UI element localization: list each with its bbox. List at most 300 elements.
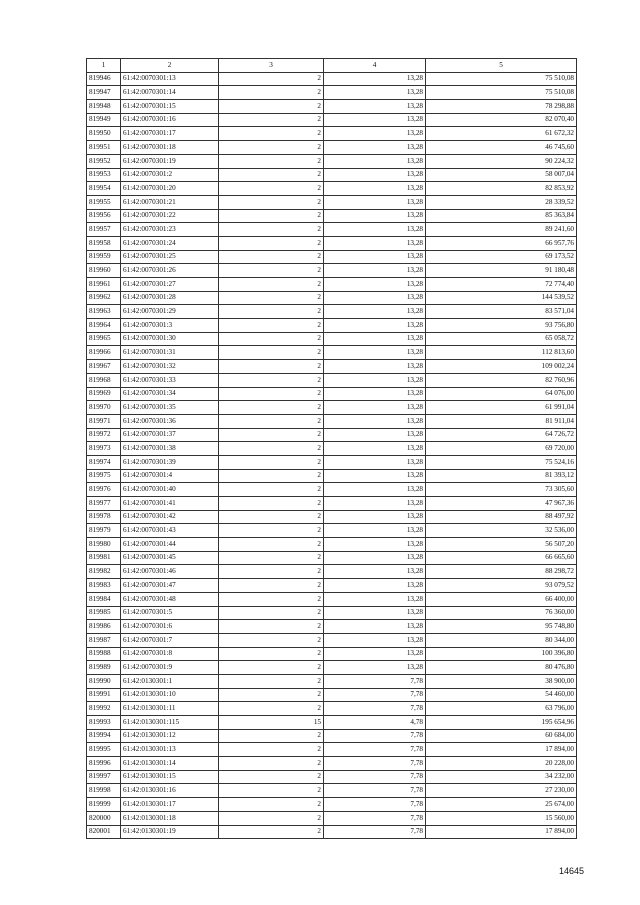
col-5-value-cell: 64 076,00 — [426, 387, 577, 401]
row-number-cell: 819967 — [87, 360, 121, 374]
col-5-value-cell: 83 571,04 — [426, 305, 577, 319]
cadastral-number-cell: 61:42:0130301:10 — [121, 688, 219, 702]
col-4-value-cell: 13,28 — [324, 442, 426, 456]
col-4-value-cell: 13,28 — [324, 469, 426, 483]
cadastral-number-cell: 61:42:0070301:36 — [121, 414, 219, 428]
col-5-value-cell: 93 756,80 — [426, 319, 577, 333]
col-5-value-cell: 66 400,00 — [426, 592, 577, 606]
table-row — [87, 729, 577, 743]
col-5-value-cell: 88 298,72 — [426, 565, 577, 579]
row-number-cell: 819963 — [87, 305, 121, 319]
cadastral-number-cell: 61:42:0070301:42 — [121, 510, 219, 524]
col-3-value-cell: 2 — [219, 168, 324, 182]
table-row — [87, 661, 577, 675]
cadastral-number-cell: 61:42:0130301:19 — [121, 825, 219, 839]
col-3-value-cell: 2 — [219, 332, 324, 346]
col-4-value-cell: 7,78 — [324, 729, 426, 743]
col-4-value-cell: 13,28 — [324, 305, 426, 319]
table-row — [87, 825, 577, 839]
column-header-5: 5 — [426, 59, 577, 73]
cadastral-number-cell: 61:42:0070301:30 — [121, 332, 219, 346]
column-header-2: 2 — [121, 59, 219, 73]
col-5-value-cell: 144 539,52 — [426, 291, 577, 305]
row-number-cell: 819990 — [87, 674, 121, 688]
col-5-value-cell: 75 510,08 — [426, 86, 577, 100]
col-3-value-cell: 2 — [219, 798, 324, 812]
col-5-value-cell: 82 760,96 — [426, 373, 577, 387]
col-3-value-cell: 2 — [219, 592, 324, 606]
col-3-value-cell: 2 — [219, 387, 324, 401]
cadastral-number-cell: 61:42:0070301:20 — [121, 182, 219, 196]
table-row — [87, 592, 577, 606]
col-4-value-cell: 7,78 — [324, 688, 426, 702]
table-row — [87, 195, 577, 209]
col-4-value-cell: 13,28 — [324, 223, 426, 237]
table-row — [87, 620, 577, 634]
col-3-value-cell: 2 — [219, 647, 324, 661]
row-number-cell: 819984 — [87, 592, 121, 606]
cadastral-number-cell: 61:42:0070301:27 — [121, 278, 219, 292]
table-row — [87, 305, 577, 319]
col-5-value-cell: 56 507,20 — [426, 538, 577, 552]
table-row — [87, 332, 577, 346]
cadastral-number-cell: 61:42:0130301:1 — [121, 674, 219, 688]
col-3-value-cell: 2 — [219, 551, 324, 565]
col-4-value-cell: 13,28 — [324, 633, 426, 647]
col-4-value-cell: 13,28 — [324, 113, 426, 127]
col-4-value-cell: 13,28 — [324, 264, 426, 278]
col-5-value-cell: 109 002,24 — [426, 360, 577, 374]
table-row — [87, 86, 577, 100]
col-5-value-cell: 17 894,00 — [426, 743, 577, 757]
col-4-value-cell: 13,28 — [324, 154, 426, 168]
col-5-value-cell: 58 007,04 — [426, 168, 577, 182]
col-3-value-cell: 2 — [219, 524, 324, 538]
col-3-value-cell: 2 — [219, 195, 324, 209]
col-5-value-cell: 61 672,32 — [426, 127, 577, 141]
col-5-value-cell: 80 344,00 — [426, 633, 577, 647]
col-4-value-cell: 13,28 — [324, 538, 426, 552]
table-body — [87, 72, 577, 839]
cadastral-number-cell: 61:42:0070301:45 — [121, 551, 219, 565]
col-4-value-cell: 13,28 — [324, 455, 426, 469]
col-4-value-cell: 13,28 — [324, 647, 426, 661]
cadastral-number-cell: 61:42:0070301:34 — [121, 387, 219, 401]
col-3-value-cell: 2 — [219, 633, 324, 647]
col-3-value-cell: 2 — [219, 305, 324, 319]
cadastral-number-cell: 61:42:0070301:5 — [121, 606, 219, 620]
col-5-value-cell: 64 726,72 — [426, 428, 577, 442]
table-row — [87, 291, 577, 305]
cadastral-number-cell: 61:42:0130301:11 — [121, 702, 219, 716]
cadastral-number-cell: 61:42:0070301:41 — [121, 497, 219, 511]
col-4-value-cell: 13,28 — [324, 579, 426, 593]
col-4-value-cell: 13,28 — [324, 332, 426, 346]
table-row — [87, 264, 577, 278]
table-row — [87, 360, 577, 374]
table-row — [87, 784, 577, 798]
col-3-value-cell: 2 — [219, 497, 324, 511]
col-4-value-cell: 7,78 — [324, 770, 426, 784]
table-row — [87, 770, 577, 784]
cadastral-number-cell: 61:42:0070301:38 — [121, 442, 219, 456]
col-3-value-cell: 2 — [219, 442, 324, 456]
table-row — [87, 579, 577, 593]
col-4-value-cell: 13,28 — [324, 524, 426, 538]
col-5-value-cell: 82 070,40 — [426, 113, 577, 127]
column-header-1: 1 — [87, 59, 121, 73]
row-number-cell: 819994 — [87, 729, 121, 743]
col-3-value-cell: 15 — [219, 716, 324, 730]
cadastral-number-cell: 61:42:0130301:115 — [121, 716, 219, 730]
table-row — [87, 455, 577, 469]
table-row — [87, 442, 577, 456]
cadastral-number-cell: 61:42:0130301:16 — [121, 784, 219, 798]
col-3-value-cell: 2 — [219, 373, 324, 387]
col-4-value-cell: 13,28 — [324, 278, 426, 292]
table-row — [87, 154, 577, 168]
col-5-value-cell: 61 991,04 — [426, 401, 577, 415]
table-row — [87, 250, 577, 264]
row-number-cell: 819987 — [87, 633, 121, 647]
table-row — [87, 702, 577, 716]
row-number-cell: 819965 — [87, 332, 121, 346]
col-5-value-cell: 32 536,00 — [426, 524, 577, 538]
row-number-cell: 819958 — [87, 236, 121, 250]
row-number-cell: 819954 — [87, 182, 121, 196]
table-row — [87, 401, 577, 415]
col-3-value-cell: 2 — [219, 278, 324, 292]
col-4-value-cell: 7,78 — [324, 784, 426, 798]
table-row — [87, 100, 577, 114]
row-number-cell: 819977 — [87, 497, 121, 511]
col-5-value-cell: 89 241,60 — [426, 223, 577, 237]
col-5-value-cell: 63 796,00 — [426, 702, 577, 716]
row-number-cell: 819955 — [87, 195, 121, 209]
cadastral-number-cell: 61:42:0070301:44 — [121, 538, 219, 552]
col-4-value-cell: 13,28 — [324, 661, 426, 675]
col-3-value-cell: 2 — [219, 264, 324, 278]
col-4-value-cell: 13,28 — [324, 195, 426, 209]
col-3-value-cell: 2 — [219, 661, 324, 675]
table-row — [87, 811, 577, 825]
row-number-cell: 820000 — [87, 811, 121, 825]
row-number-cell: 819988 — [87, 647, 121, 661]
row-number-cell: 819951 — [87, 141, 121, 155]
row-number-cell: 819992 — [87, 702, 121, 716]
col-3-value-cell: 2 — [219, 250, 324, 264]
col-5-value-cell: 54 460,00 — [426, 688, 577, 702]
col-3-value-cell: 2 — [219, 825, 324, 839]
data-table — [86, 58, 577, 839]
col-5-value-cell: 90 224,32 — [426, 154, 577, 168]
col-4-value-cell: 7,78 — [324, 743, 426, 757]
col-4-value-cell: 7,78 — [324, 702, 426, 716]
col-4-value-cell: 13,28 — [324, 510, 426, 524]
row-number-cell: 819949 — [87, 113, 121, 127]
table-row — [87, 538, 577, 552]
row-number-cell: 819947 — [87, 86, 121, 100]
col-3-value-cell: 2 — [219, 811, 324, 825]
row-number-cell: 819996 — [87, 757, 121, 771]
cadastral-number-cell: 61:42:0070301:35 — [121, 401, 219, 415]
row-number-cell: 819976 — [87, 483, 121, 497]
row-number-cell: 819964 — [87, 319, 121, 333]
table-row — [87, 524, 577, 538]
col-3-value-cell: 2 — [219, 236, 324, 250]
row-number-cell: 819957 — [87, 223, 121, 237]
page-number: 14645 — [558, 866, 584, 876]
col-3-value-cell: 2 — [219, 510, 324, 524]
col-3-value-cell: 2 — [219, 100, 324, 114]
cadastral-number-cell: 61:42:0070301:15 — [121, 100, 219, 114]
cadastral-number-cell: 61:42:0130301:14 — [121, 757, 219, 771]
table-row — [87, 209, 577, 223]
col-4-value-cell: 13,28 — [324, 141, 426, 155]
col-3-value-cell: 2 — [219, 113, 324, 127]
col-4-value-cell: 13,28 — [324, 606, 426, 620]
col-3-value-cell: 2 — [219, 455, 324, 469]
col-3-value-cell: 2 — [219, 72, 324, 86]
row-number-cell: 819993 — [87, 716, 121, 730]
table-row — [87, 127, 577, 141]
row-number-cell: 819968 — [87, 373, 121, 387]
col-5-value-cell: 28 339,52 — [426, 195, 577, 209]
table-row — [87, 387, 577, 401]
col-3-value-cell: 2 — [219, 428, 324, 442]
col-4-value-cell: 13,28 — [324, 401, 426, 415]
col-3-value-cell: 2 — [219, 674, 324, 688]
table-row — [87, 373, 577, 387]
cadastral-number-cell: 61:42:0070301:18 — [121, 141, 219, 155]
cadastral-number-cell: 61:42:0070301:13 — [121, 72, 219, 86]
col-3-value-cell: 2 — [219, 469, 324, 483]
table-row — [87, 428, 577, 442]
cadastral-number-cell: 61:42:0070301:43 — [121, 524, 219, 538]
col-4-value-cell: 7,78 — [324, 811, 426, 825]
col-4-value-cell: 13,28 — [324, 168, 426, 182]
cadastral-number-cell: 61:42:0070301:24 — [121, 236, 219, 250]
col-4-value-cell: 13,28 — [324, 319, 426, 333]
column-header-3: 3 — [219, 59, 324, 73]
table-row — [87, 319, 577, 333]
row-number-cell: 819999 — [87, 798, 121, 812]
col-4-value-cell: 13,28 — [324, 127, 426, 141]
col-3-value-cell: 2 — [219, 154, 324, 168]
col-5-value-cell: 65 058,72 — [426, 332, 577, 346]
col-3-value-cell: 2 — [219, 223, 324, 237]
col-4-value-cell: 13,28 — [324, 620, 426, 634]
row-number-cell: 819966 — [87, 346, 121, 360]
col-3-value-cell: 2 — [219, 414, 324, 428]
table-row — [87, 757, 577, 771]
col-3-value-cell: 2 — [219, 538, 324, 552]
col-4-value-cell: 13,28 — [324, 428, 426, 442]
row-number-cell: 819974 — [87, 455, 121, 469]
row-number-cell: 819948 — [87, 100, 121, 114]
col-3-value-cell: 2 — [219, 757, 324, 771]
col-4-value-cell: 13,28 — [324, 250, 426, 264]
col-5-value-cell: 69 720,00 — [426, 442, 577, 456]
row-number-cell: 819952 — [87, 154, 121, 168]
cadastral-number-cell: 61:42:0070301:6 — [121, 620, 219, 634]
cadastral-number-cell: 61:42:0070301:17 — [121, 127, 219, 141]
col-5-value-cell: 27 230,00 — [426, 784, 577, 798]
cadastral-number-cell: 61:42:0070301:46 — [121, 565, 219, 579]
column-header-4: 4 — [324, 59, 426, 73]
cadastral-number-cell: 61:42:0070301:40 — [121, 483, 219, 497]
row-number-cell: 819960 — [87, 264, 121, 278]
col-5-value-cell: 76 360,00 — [426, 606, 577, 620]
col-3-value-cell: 2 — [219, 401, 324, 415]
col-5-value-cell: 25 674,00 — [426, 798, 577, 812]
cadastral-number-cell: 61:42:0070301:16 — [121, 113, 219, 127]
col-3-value-cell: 2 — [219, 702, 324, 716]
col-4-value-cell: 4,78 — [324, 716, 426, 730]
row-number-cell: 819953 — [87, 168, 121, 182]
col-3-value-cell: 2 — [219, 127, 324, 141]
col-5-value-cell: 73 305,60 — [426, 483, 577, 497]
col-3-value-cell: 2 — [219, 729, 324, 743]
cadastral-number-cell: 61:42:0070301:7 — [121, 633, 219, 647]
row-number-cell: 819986 — [87, 620, 121, 634]
table-row — [87, 688, 577, 702]
col-4-value-cell: 13,28 — [324, 360, 426, 374]
table-row — [87, 469, 577, 483]
col-5-value-cell: 15 560,00 — [426, 811, 577, 825]
cadastral-number-cell: 61:42:0070301:47 — [121, 579, 219, 593]
col-3-value-cell: 2 — [219, 182, 324, 196]
col-3-value-cell: 2 — [219, 606, 324, 620]
col-5-value-cell: 88 497,92 — [426, 510, 577, 524]
row-number-cell: 819959 — [87, 250, 121, 264]
row-number-cell: 819998 — [87, 784, 121, 798]
col-4-value-cell: 7,78 — [324, 674, 426, 688]
row-number-cell: 819970 — [87, 401, 121, 415]
cadastral-number-cell: 61:42:0070301:39 — [121, 455, 219, 469]
cadastral-number-cell: 61:42:0130301:18 — [121, 811, 219, 825]
col-4-value-cell: 13,28 — [324, 387, 426, 401]
row-number-cell: 819975 — [87, 469, 121, 483]
row-number-cell: 819962 — [87, 291, 121, 305]
table-row — [87, 113, 577, 127]
col-5-value-cell: 81 911,04 — [426, 414, 577, 428]
table-row — [87, 182, 577, 196]
table-header-row — [87, 59, 577, 73]
cadastral-number-cell: 61:42:0070301:3 — [121, 319, 219, 333]
col-5-value-cell: 47 967,36 — [426, 497, 577, 511]
table-row — [87, 223, 577, 237]
row-number-cell: 819971 — [87, 414, 121, 428]
col-4-value-cell: 13,28 — [324, 414, 426, 428]
col-5-value-cell: 91 180,48 — [426, 264, 577, 278]
col-3-value-cell: 2 — [219, 565, 324, 579]
col-3-value-cell: 2 — [219, 743, 324, 757]
table-row — [87, 278, 577, 292]
table-row — [87, 633, 577, 647]
row-number-cell: 819997 — [87, 770, 121, 784]
col-5-value-cell: 20 228,00 — [426, 757, 577, 771]
row-number-cell: 819950 — [87, 127, 121, 141]
col-5-value-cell: 85 363,84 — [426, 209, 577, 223]
col-4-value-cell: 13,28 — [324, 236, 426, 250]
col-3-value-cell: 2 — [219, 86, 324, 100]
cadastral-number-cell: 61:42:0070301:37 — [121, 428, 219, 442]
row-number-cell: 819982 — [87, 565, 121, 579]
col-5-value-cell: 82 853,92 — [426, 182, 577, 196]
col-3-value-cell: 2 — [219, 319, 324, 333]
cadastral-number-cell: 61:42:0070301:22 — [121, 209, 219, 223]
table-row — [87, 716, 577, 730]
row-number-cell: 819985 — [87, 606, 121, 620]
col-3-value-cell: 2 — [219, 346, 324, 360]
row-number-cell: 819969 — [87, 387, 121, 401]
col-5-value-cell: 66 665,60 — [426, 551, 577, 565]
cadastral-number-cell: 61:42:0070301:9 — [121, 661, 219, 675]
col-4-value-cell: 13,28 — [324, 483, 426, 497]
col-4-value-cell: 13,28 — [324, 72, 426, 86]
row-number-cell: 819973 — [87, 442, 121, 456]
table-row — [87, 674, 577, 688]
cadastral-number-cell: 61:42:0070301:21 — [121, 195, 219, 209]
table-row — [87, 606, 577, 620]
table-row — [87, 510, 577, 524]
table-row — [87, 236, 577, 250]
col-4-value-cell: 13,28 — [324, 551, 426, 565]
col-5-value-cell: 81 393,12 — [426, 469, 577, 483]
table-row — [87, 798, 577, 812]
col-4-value-cell: 13,28 — [324, 209, 426, 223]
row-number-cell: 819995 — [87, 743, 121, 757]
col-3-value-cell: 2 — [219, 770, 324, 784]
row-number-cell: 819980 — [87, 538, 121, 552]
table-row — [87, 346, 577, 360]
table-row — [87, 565, 577, 579]
col-4-value-cell: 7,78 — [324, 757, 426, 771]
col-4-value-cell: 13,28 — [324, 497, 426, 511]
col-5-value-cell: 80 476,80 — [426, 661, 577, 675]
cadastral-number-cell: 61:42:0070301:28 — [121, 291, 219, 305]
cadastral-number-cell: 61:42:0070301:31 — [121, 346, 219, 360]
col-5-value-cell: 66 957,76 — [426, 236, 577, 250]
table-row — [87, 414, 577, 428]
cadastral-number-cell: 61:42:0130301:13 — [121, 743, 219, 757]
col-3-value-cell: 2 — [219, 291, 324, 305]
row-number-cell: 819972 — [87, 428, 121, 442]
cadastral-number-cell: 61:42:0070301:32 — [121, 360, 219, 374]
cadastral-number-cell: 61:42:0130301:12 — [121, 729, 219, 743]
col-4-value-cell: 7,78 — [324, 798, 426, 812]
col-5-value-cell: 75 510,08 — [426, 72, 577, 86]
row-number-cell: 819956 — [87, 209, 121, 223]
col-3-value-cell: 2 — [219, 579, 324, 593]
table-row — [87, 483, 577, 497]
col-5-value-cell: 95 748,80 — [426, 620, 577, 634]
table-row — [87, 72, 577, 86]
col-4-value-cell: 13,28 — [324, 182, 426, 196]
row-number-cell: 820001 — [87, 825, 121, 839]
row-number-cell: 819991 — [87, 688, 121, 702]
col-4-value-cell: 13,28 — [324, 346, 426, 360]
col-5-value-cell: 72 774,40 — [426, 278, 577, 292]
cadastral-number-cell: 61:42:0070301:26 — [121, 264, 219, 278]
col-5-value-cell: 93 079,52 — [426, 579, 577, 593]
col-3-value-cell: 2 — [219, 688, 324, 702]
cadastral-number-cell: 61:42:0070301:29 — [121, 305, 219, 319]
cadastral-number-cell: 61:42:0130301:17 — [121, 798, 219, 812]
col-5-value-cell: 100 396,80 — [426, 647, 577, 661]
col-4-value-cell: 13,28 — [324, 565, 426, 579]
